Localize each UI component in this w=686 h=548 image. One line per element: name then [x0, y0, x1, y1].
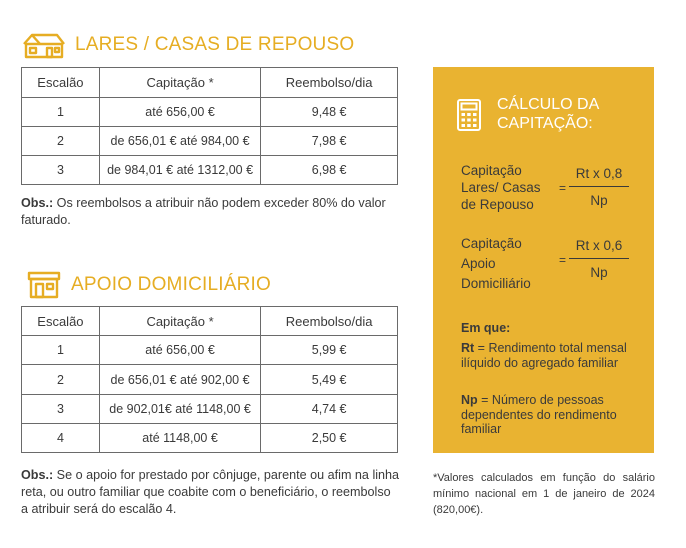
calculator-icon — [457, 99, 481, 131]
table-row — [22, 98, 398, 127]
fraction-denominator: Np — [590, 265, 608, 280]
cell-reembolso: 2,50 € — [261, 424, 398, 453]
cell-reembolso: 7,98 € — [261, 127, 398, 156]
apoio-table — [21, 306, 398, 453]
calculation-panel — [433, 67, 654, 453]
table-row — [22, 336, 398, 365]
apoio-title-text: APOIO DOMICILIÁRIO — [71, 274, 271, 295]
cell-escalao: 1 — [22, 98, 100, 127]
table-row — [22, 365, 398, 395]
formula-lares-label — [461, 162, 541, 213]
obs-text: Se o apoio for prestado por cônjuge, parente ou afim na linha reta, ou outro familiar que coabite com o beneficiário, o reembolso a atribuir será do escalão 4. — [21, 468, 400, 516]
em-que-label: Em que: — [461, 321, 511, 335]
obs-text: Os reembolsos a atribuir não podem exceder 80% do valor faturado. — [21, 196, 386, 227]
formula-lares-fraction — [569, 166, 629, 208]
np-key: Np — [461, 393, 478, 407]
col-capitacao: Capitação * — [99, 68, 260, 98]
apoio-header-row — [22, 307, 398, 336]
fraction-numerator: Rt x 0,8 — [569, 166, 629, 187]
obs-label: Obs.: — [21, 468, 54, 482]
col-capitacao: Capitação * — [99, 307, 260, 336]
rt-key: Rt — [461, 341, 475, 355]
table-row — [22, 395, 398, 424]
col-escalao: Escalão — [22, 307, 100, 336]
cell-capitacao: de 984,01 € até 1312,00 € — [99, 156, 260, 185]
formula-equals: = — [559, 253, 567, 267]
home-icon — [26, 270, 62, 300]
cell-capitacao: de 656,01 € até 902,00 € — [99, 365, 260, 395]
lares-title-text: LARES / CASAS DE REPOUSO — [75, 34, 355, 55]
cell-reembolso: 6,98 € — [261, 156, 398, 185]
cell-escalao: 2 — [22, 127, 100, 156]
formula-label-line: Capitação — [461, 236, 522, 251]
col-reembolso: Reembolso/dia — [261, 68, 398, 98]
apoio-obs — [21, 467, 401, 518]
formula-label-line: Capitação — [461, 163, 522, 178]
formula-label-line: de Repouso — [461, 197, 534, 212]
cell-capitacao: de 656,01 € até 984,00 € — [99, 127, 260, 156]
cell-capitacao: de 902,01€ até 1148,00 € — [99, 395, 260, 424]
cell-escalao: 2 — [22, 365, 100, 395]
formula-equals: = — [559, 181, 567, 195]
formula-label-line: Apoio — [461, 256, 496, 271]
cell-reembolso: 5,49 € — [261, 365, 398, 395]
apoio-section-title — [26, 270, 271, 300]
cell-escalao: 4 — [22, 424, 100, 453]
legend-np — [461, 393, 641, 437]
col-escalao: Escalão — [22, 68, 100, 98]
lares-table — [21, 67, 398, 185]
table-row — [22, 424, 398, 453]
fraction-denominator: Np — [590, 193, 608, 208]
house-icon — [22, 31, 66, 59]
cell-capitacao: até 656,00 € — [99, 98, 260, 127]
cell-escalao: 1 — [22, 336, 100, 365]
formula-label-line: Lares/ Casas — [461, 180, 541, 195]
np-text: = Número de pessoas dependentes do rendimento familiar — [461, 393, 617, 436]
fraction-numerator: Rt x 0,6 — [569, 238, 629, 259]
cell-reembolso: 9,48 € — [261, 98, 398, 127]
table-row — [22, 127, 398, 156]
cell-capitacao: até 1148,00 € — [99, 424, 260, 453]
lares-header-row — [22, 68, 398, 98]
formula-label-line: Domiciliário — [461, 276, 531, 291]
legend-rt — [461, 341, 641, 370]
legend-em-que — [461, 321, 641, 336]
footnote: *Valores calculados em função do salário mínimo nacional em 1 de janeiro de 2024 (820,00€). — [433, 472, 655, 516]
rt-text: = Rendimento total mensal ilíquido do agregado familiar — [461, 341, 627, 370]
cell-reembolso: 4,74 € — [261, 395, 398, 424]
formula-apoio-label — [461, 234, 531, 294]
calculation-title-line1: CÁLCULO DA — [497, 96, 600, 113]
obs-label: Obs.: — [21, 196, 54, 210]
lares-section-title — [22, 31, 354, 59]
lares-obs — [21, 195, 401, 229]
calculation-title-line2: CAPITAÇÃO: — [497, 115, 593, 132]
cell-escalao: 3 — [22, 156, 100, 185]
calculation-title — [497, 95, 599, 133]
table-row — [22, 156, 398, 185]
col-reembolso: Reembolso/dia — [261, 307, 398, 336]
formula-apoio-fraction — [569, 238, 629, 280]
cell-capitacao: até 656,00 € — [99, 336, 260, 365]
cell-escalao: 3 — [22, 395, 100, 424]
cell-reembolso: 5,99 € — [261, 336, 398, 365]
